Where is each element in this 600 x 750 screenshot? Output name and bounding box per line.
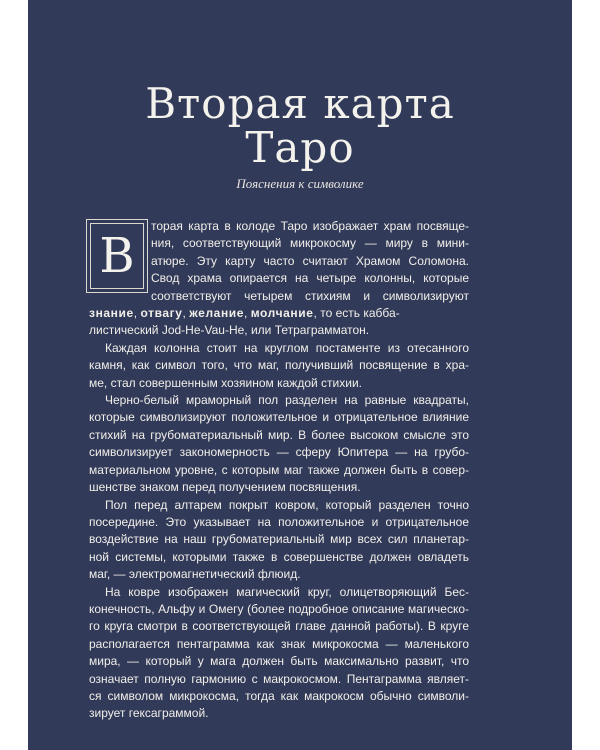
chapter-title-line-1: Вторая карта <box>145 79 455 128</box>
text-line: Свод храма опирается на четыре колонны, которые <box>151 271 469 286</box>
text-line: ния, соответствующий микрокосму — миру в мини- <box>151 236 469 251</box>
text-line: атюре. Эту карту часто считают Храмом Соломона. <box>151 253 469 268</box>
paragraph-1 <box>89 218 469 340</box>
text-line: Пол перед алтарем покрыт ковром, который разделен точно <box>105 497 469 512</box>
text-line: располагается пентаграмма как знак микрокосма — маленького <box>89 636 469 651</box>
text-line: соответствуют четырем стихиям и символизируют <box>151 288 469 303</box>
text-line: ме, стал совершенным хозяином каждой стихии. <box>89 375 362 390</box>
text-line: конечность, Альфу и Омегу (более подробное описание магическо- <box>89 601 469 616</box>
text-line: воздействие на наш грубоматериальный мир всех сил планетар- <box>89 532 469 547</box>
text-line: посередине. Это указывает на положительное и отрицательное <box>89 514 469 529</box>
text-line: ся символом микрокосма, тогда как макрокосм обычно символи- <box>89 688 469 703</box>
chapter-title-line-2: Таро <box>245 123 355 172</box>
text-line: Каждая колонна стоит на круглом постаменте из отесанного <box>105 340 469 355</box>
keyword-knowledge: знание <box>89 306 134 321</box>
paragraph-3 <box>89 392 469 496</box>
text-line: Черно-белый мраморный пол разделен на равные квадраты, <box>105 393 469 408</box>
text-line: торая карта в колоде Таро изображает храм посвяще- <box>151 219 469 233</box>
text-line: листический Jod-He-Vau-He, или Тетраграмматон. <box>89 323 370 338</box>
drop-cap: В <box>90 223 144 289</box>
text-line: означает полную гармонию с макрокосмом. Пентаграмма являет- <box>89 671 469 686</box>
text-line: камня, как символ того, что маг, получивший посвящение в хра- <box>89 358 469 373</box>
chapter-subtitle: Пояснения к символике <box>236 176 364 191</box>
text-line: символизирует закономерность — сферу Юпитера — на грубо- <box>89 445 469 460</box>
text-line: шенстве знаком перед получением посвящения. <box>89 480 361 495</box>
text-line-with-keywords: знание, отвагу, желание, молчание, то есть кабба- <box>89 306 400 321</box>
keyword-courage: отвагу <box>140 306 183 321</box>
paragraph-4 <box>89 497 469 584</box>
text-line: ной системы, которыми также в совершенстве должен овладеть <box>89 549 469 564</box>
text-line: На ковре изображен магический круг, олицетворяющий Бес- <box>105 584 469 599</box>
keyword-desire: желание <box>189 306 245 321</box>
keyword-silence: молчание <box>250 306 314 321</box>
text-line: которые символизируют положительное и отрицательное влияние <box>89 410 469 425</box>
paragraph-5 <box>89 584 469 723</box>
text-line: зирует гексаграммой. <box>89 706 209 721</box>
text-fragment: , то есть кабба- <box>313 306 400 321</box>
text-line: стихий на грубоматериальный мир. В более высоком смысле это <box>89 427 469 442</box>
text-line: маг, — электромагнетический флюид. <box>89 567 301 582</box>
text-line: го круга смотри в соответствующей главе данной работы). В круге <box>89 619 469 634</box>
text-line: материальном уровне, с которым маг также должен быть в совер- <box>89 462 469 477</box>
body-text <box>89 218 469 723</box>
paragraph-2 <box>89 340 469 392</box>
text-line: мира, — который у мага должен быть максимально развит, что <box>89 654 469 669</box>
